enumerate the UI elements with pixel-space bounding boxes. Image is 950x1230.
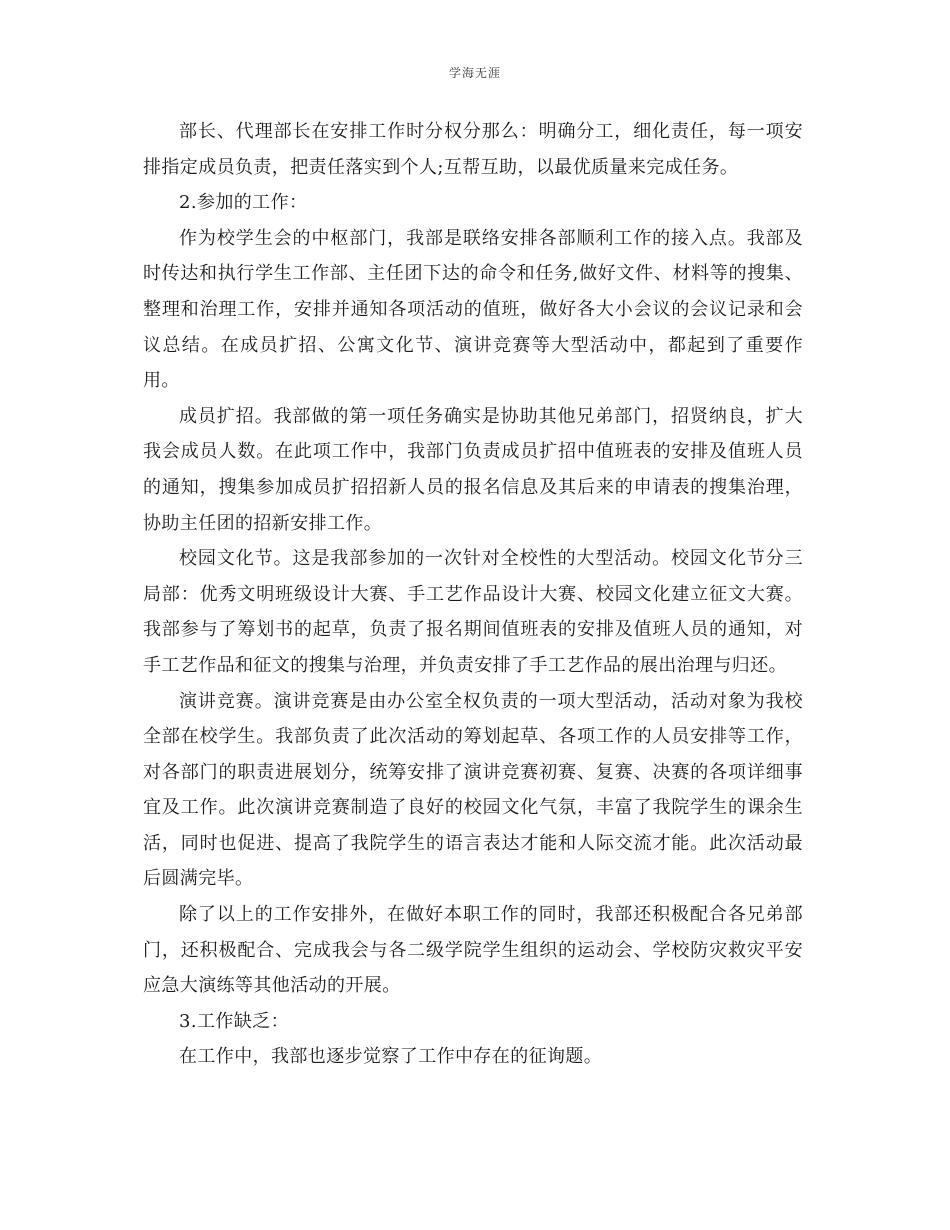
paragraph-task-division: 部长、代理部长在安排工作时分权分那么：明确分工，细化责任，每一项安排指定成员负责，把责任落实到个人;互帮互助，以最优质量来完成任务。 xyxy=(143,121,803,178)
section-heading-participated-work: 2.参加的工作： xyxy=(179,192,308,214)
paragraph-other-activities: 除了以上的工作安排外，在做好本职工作的同时，我部还积极配合各兄弟部门，还积极配合、完成我会与各二级学院学生组织的运动会、学校防灾救灾平安应急大演练等其他活动的开展。 xyxy=(143,904,803,997)
section-heading-shortcomings: 3.工作缺乏： xyxy=(179,1010,289,1032)
paragraph-speech-contest: 演讲竞赛。演讲竞赛是由办公室全权负责的一项大型活动，活动对象为我校全部在校学生。我部负责了此次活动的筹划起草、各项工作的人员安排等工作，对各部门的职责进展划分，统筹安排了演讲竞赛初赛、复赛、决赛的各项详细事宜及工作。此次演讲竞赛制造了良好的校园文化气氛，丰富了我院学生的课余生活，同时也促进、提高了我院学生的语言表达才能和人际交流才能。此次活动最后圆满完毕。 xyxy=(143,690,803,890)
page-header: 学海无涯 xyxy=(448,66,501,80)
paragraph-member-recruitment: 成员扩招。我部做的第一项任务确实是协助其他兄弟部门，招贤纳良，扩大我会成员人数。在此项工作中，我部门负责成员扩招中值班表的安排及值班人员的通知，搜集参加成员扩招招新人员的报名信息及其后来的申请表的搜集治理，协助主任团的招新安排工作。 xyxy=(143,405,803,534)
paragraph-campus-culture-festival: 校园文化节。这是我部参加的一次针对全校性的大型活动。校园文化节分三局部：优秀文明班级设计大赛、手工艺作品设计大赛、校园文化建立征文大赛。我部参与了筹划书的起草，负责了报名期间值班表的安排及值班人员的通知，对手工艺作品和征文的搜集与治理，并负责安排了手工艺作品的展出治理与归还。 xyxy=(143,548,803,676)
paragraph-central-department: 作为校学生会的中枢部门，我部是联络安排各部顺利工作的接入点。我部及时传达和执行学生工作部、主任团下达的命令和任务,做好文件、材料等的搜集、整理和治理工作，安排并通知各项活动的值班，做好各大小会议的会议记录和会议总结。在成员扩招、公寓文化节、演讲竞赛等大型活动中，都起到了重要作用。 xyxy=(143,227,803,392)
paragraph-problems-found: 在工作中，我部也逐步觉察了工作中存在的征询题。 xyxy=(179,1046,603,1068)
document-body xyxy=(143,114,803,1075)
